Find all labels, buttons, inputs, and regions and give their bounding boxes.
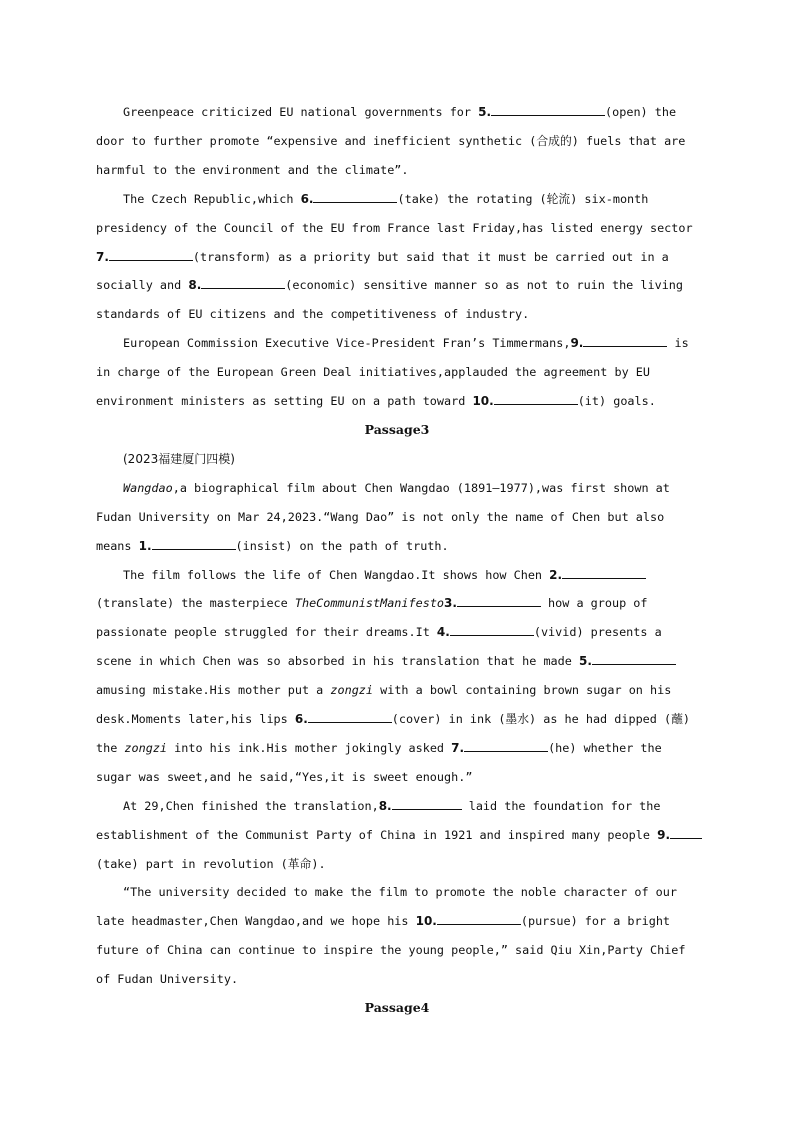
paragraph-quote (96, 878, 698, 994)
question-number: 2. (549, 567, 563, 582)
text: late headmaster,Chen Wangdao,and we hope his (96, 914, 416, 929)
document-page (96, 98, 698, 1023)
question-number: 10. (472, 394, 494, 409)
text-line (96, 792, 698, 821)
question-number: 6. (300, 191, 314, 206)
text: amusing mistake.His mother put a (96, 683, 331, 698)
text: (insist) on the path of truth. (235, 538, 449, 553)
text: scene in which Chen was so absorbed in his translation that he made (96, 654, 579, 669)
text-line (96, 705, 698, 734)
text: socially and (96, 278, 189, 293)
answer-blank[interactable] (392, 797, 462, 810)
text: The film follows the life of Chen Wangdao.It shows how Chen (123, 567, 550, 582)
answer-blank[interactable] (450, 623, 534, 636)
paragraph-wangdao-intro (96, 474, 698, 561)
answer-blank[interactable] (592, 652, 676, 665)
text-line (96, 185, 698, 214)
answer-blank[interactable] (464, 739, 548, 752)
text: At 29,Chen finished the translation, (123, 798, 379, 813)
answer-blank[interactable] (313, 190, 397, 203)
text-line (96, 734, 698, 763)
text-line (96, 329, 698, 358)
paragraph-czech (96, 185, 698, 330)
text: The Czech Republic,which (123, 191, 301, 206)
text-line (96, 589, 698, 618)
paragraph-translation (96, 792, 698, 879)
text: (economic) sensitive manner so as not to ruin the living (285, 278, 683, 293)
answer-blank[interactable] (201, 276, 285, 289)
text: environment ministers as setting EU on a path toward (96, 394, 473, 409)
answer-blank[interactable] (491, 103, 605, 116)
question-number: 9. (657, 827, 671, 842)
book-title: TheCommunistManifesto (294, 596, 445, 611)
text: with a bowl containing brown sugar on his (373, 683, 672, 698)
question-number: 3. (444, 596, 457, 611)
text-line (96, 271, 698, 300)
text-line (96, 532, 698, 561)
text-line: of Fudan University. (96, 972, 239, 987)
text-line (96, 243, 698, 272)
text-line (96, 474, 698, 503)
question-number: 6. (294, 712, 308, 727)
text-line (96, 561, 698, 590)
answer-blank[interactable] (670, 826, 702, 839)
answer-blank[interactable] (494, 392, 578, 405)
text-line: in charge of the European Green Deal initiatives,applauded the agreement by EU (96, 365, 650, 380)
text-line (96, 618, 698, 647)
question-number: 5. (478, 105, 492, 119)
paragraph-greenpeace (96, 98, 698, 185)
answer-blank[interactable] (308, 710, 392, 723)
text-line (96, 387, 698, 416)
text: laid the foundation for the (461, 798, 661, 813)
text-line (96, 907, 698, 936)
answer-blank[interactable] (109, 248, 193, 261)
text: European Commission Executive Vice-President Fran’s Timmermans, (123, 336, 571, 351)
text: (cover) in ink (墨水) as he had dipped (蘸) (391, 712, 690, 727)
question-number: 8. (378, 798, 392, 813)
text: establishment of the Communist Party of China in 1921 and inspired many people (96, 827, 658, 842)
text-line (96, 647, 698, 676)
text: (it) goals. (577, 394, 656, 409)
text-line: Fudan University on Mar 24,2023.“Wang Dao” is not only the name of Chen but also (96, 509, 665, 524)
passage3-title: Passage3 (364, 421, 430, 437)
text: (pursue) for a bright (520, 914, 671, 929)
question-number: 7. (451, 740, 465, 755)
text-line: presidency of the Council of the EU from France last Friday,has listed energy sector (96, 220, 693, 235)
text: desk.Moments later,his lips (96, 712, 295, 727)
text-line (96, 98, 698, 127)
question-number: 7. (96, 249, 109, 264)
question-number: 8. (188, 278, 202, 293)
answer-blank[interactable] (583, 334, 667, 347)
text: Greenpeace criticized EU national governments for (123, 105, 479, 119)
text-line: future of China can continue to inspire the young people,” said Qiu Xin,Party Chief (96, 943, 686, 958)
text: is (667, 336, 689, 351)
text: (vivid) presents a (533, 625, 662, 640)
text: means (96, 538, 139, 553)
question-number: 4. (436, 625, 450, 640)
text-line (96, 676, 698, 705)
text: (open) the (605, 105, 677, 119)
film-title: Wangdao (123, 480, 173, 495)
text-line (96, 821, 698, 850)
text-line: sugar was sweet,and he said,“Yes,it is sweet enough.” (96, 769, 473, 784)
text: passionate people struggled for their dreams.It (96, 625, 437, 640)
italic-word: zongzi (330, 683, 374, 698)
answer-blank[interactable] (152, 537, 236, 550)
answer-blank[interactable] (562, 566, 646, 579)
italic-word: zongzi (124, 740, 168, 755)
text: (he) whether the (548, 740, 662, 755)
question-number: 10. (415, 914, 437, 929)
text-line: harmful to the environment and the climate”. (96, 162, 409, 177)
answer-blank[interactable] (437, 912, 521, 925)
text: (translate) the masterpiece (96, 596, 295, 611)
text: ,a biographical film about Chen Wangdao (1891—1977),was first shown at (172, 480, 670, 495)
question-number: 1. (138, 538, 152, 553)
text: the (96, 740, 125, 755)
text: (transform) as a priority but said that it must be carried out in a (192, 249, 669, 264)
text-line: standards of EU citizens and the competitiveness of industry. (96, 307, 530, 322)
answer-blank[interactable] (457, 594, 541, 607)
question-number: 5. (578, 654, 592, 669)
text: into his ink.His mother jokingly asked (167, 740, 452, 755)
text-line: door to further promote “expensive and inefficient synthetic (合成的) fuels that are (96, 133, 686, 148)
text: (take) the rotating (轮流) six-month (397, 191, 649, 206)
paragraph-film-story (96, 561, 698, 792)
passage3-source: (2023福建厦门四模) (123, 451, 235, 466)
question-number: 9. (570, 336, 584, 351)
paragraph-timmermans (96, 329, 698, 416)
text-line: “The university decided to make the film to promote the noble character of our (123, 885, 677, 900)
passage4-title: Passage4 (364, 1000, 430, 1016)
text-line: (take) part in revolution (革命). (96, 856, 326, 871)
text: how a group of (540, 596, 648, 611)
